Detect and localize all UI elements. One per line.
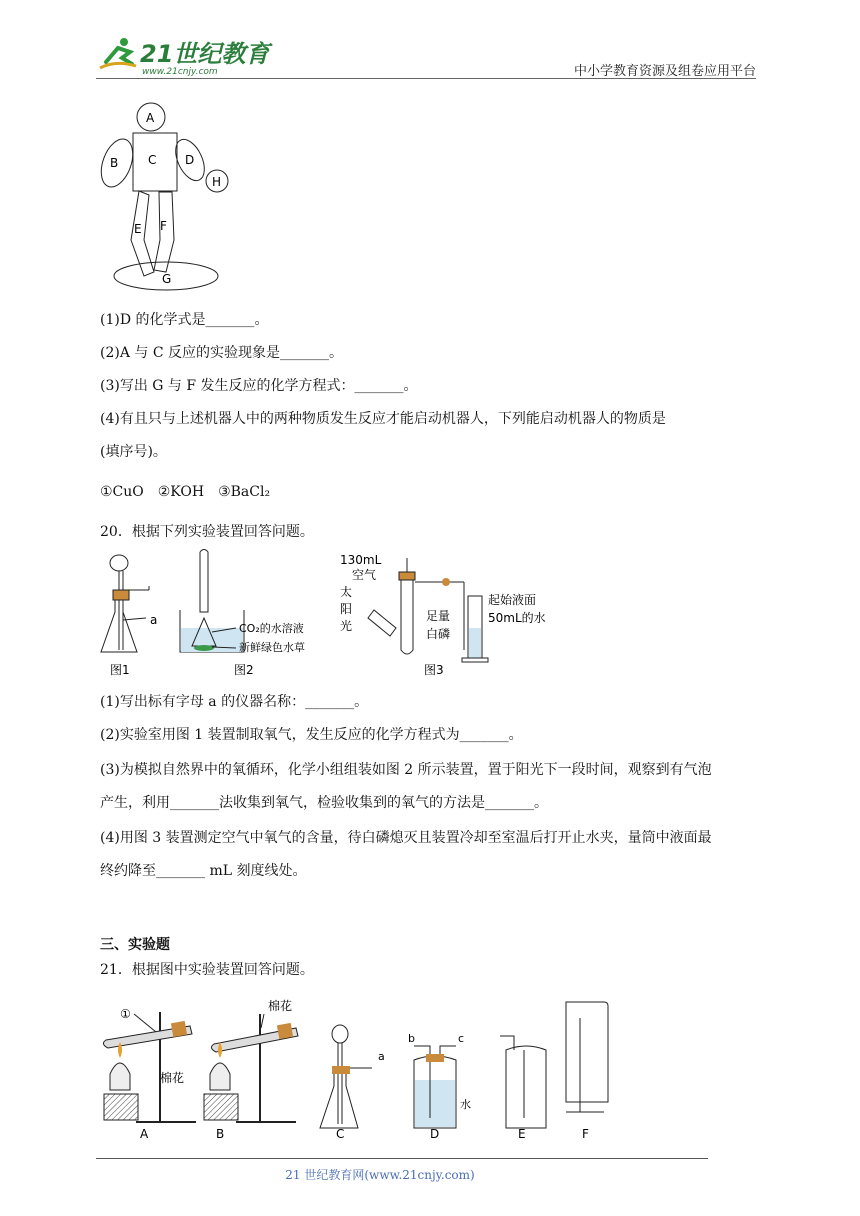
q20-part1: (1)写出标有字母 a 的仪器名称：_______。 <box>100 694 369 710</box>
logo-text: 21世纪教育 <box>140 40 270 68</box>
q19-part4-line2: (填序号)。 <box>100 444 167 460</box>
label-D-app: D <box>430 1127 440 1141</box>
fig1-caption: 图1 <box>110 663 130 677</box>
fig3-phosphorus-1: 足量 <box>426 609 451 623</box>
label-d-water: 水 <box>460 1098 471 1111</box>
fig3-water-volume: 50mL的水 <box>488 611 546 625</box>
q20-stem: 20．根据下列实验装置回答问题。 <box>100 524 314 540</box>
apparatus-C <box>320 1025 385 1141</box>
q20-part2: (2)实验室用图 1 装置制取氧气，发生反应的化学方程式为_______。 <box>100 727 523 743</box>
fig2-label-plant: 新鲜绿色水草 <box>239 641 305 654</box>
label-C-app: C <box>336 1127 345 1141</box>
label-circle-1: ① <box>120 1007 131 1021</box>
fig2-label-co2: CO₂的水溶液 <box>239 622 304 635</box>
footer-link[interactable]: 21 世纪教育网(www.21cnjy.com) <box>285 1168 475 1182</box>
q20-part4-line2: 终约降至_______ mL 刻度线处。 <box>100 863 307 879</box>
section-title: 三、实验题 <box>100 937 170 953</box>
label-H: H <box>212 175 222 189</box>
fig3-sun-2: 阳 <box>340 602 353 616</box>
fig3-start-level: 起始液面 <box>488 593 537 607</box>
apparatus-A <box>103 1007 196 1141</box>
fig3-sun-1: 太 <box>340 585 353 599</box>
q20-part3-line2: 产生，利用_______法收集到氧气，检验收集到的氧气的方法是_______。 <box>100 795 548 811</box>
label-A: A <box>146 111 155 125</box>
label-C: C <box>148 153 157 167</box>
fig3-sun-3: 光 <box>340 619 353 633</box>
fig1-label-a: a <box>150 613 158 627</box>
header-platform-text: 中小学教育资源及组卷应用平台 <box>573 64 756 79</box>
label-A-app: A <box>140 1127 149 1141</box>
logo-url: www.21cnjy.com <box>142 67 218 77</box>
label-D: D <box>185 153 195 167</box>
label-F-app: F <box>582 1127 589 1141</box>
label-F: F <box>160 219 167 233</box>
apparatus-E <box>500 1036 546 1141</box>
q19-part3: (3)写出 G 与 F 发生反应的化学方程式：_______。 <box>100 378 418 394</box>
site-logo <box>96 34 270 80</box>
label-E-app: E <box>518 1127 526 1141</box>
apparatus-B <box>204 998 298 1141</box>
q20-part4-line1: (4)用图 3 装置测定空气中氧气的含量，待白磷熄灭且装置冷却至室温后打开止水夹，量筒中液面最 <box>100 830 712 846</box>
robot-diagram <box>96 100 236 299</box>
q20-part3-line1: (3)为模拟自然界中的氧循环，化学小组组装如图 2 所示装置，置于阳光下一段时间，观察到有气泡 <box>100 762 712 778</box>
footer-divider <box>96 1158 708 1159</box>
cotton-label-b: 棉花 <box>268 999 293 1013</box>
q21-stem: 21．根据图中实验装置回答问题。 <box>100 962 314 978</box>
label-B: B <box>110 156 119 170</box>
label-B-app: B <box>216 1127 225 1141</box>
q20-figures <box>96 550 566 689</box>
runner-logo-icon <box>100 38 136 68</box>
label-d-b: b <box>408 1032 415 1045</box>
q19-part4-line1: (4)有且只与上述机器人中的两种物质发生反应才能启动机器人，下列能启动机器人的物质是 <box>100 411 666 427</box>
label-E: E <box>134 222 142 236</box>
fig3-caption: 图3 <box>424 663 444 677</box>
q19-part1: (1)D 的化学式是_______。 <box>100 312 269 328</box>
label-G: G <box>162 272 172 286</box>
fig2-caption: 图2 <box>234 663 254 677</box>
fig2-apparatus <box>180 550 305 678</box>
q21-figures <box>96 994 626 1148</box>
fig3-air-volume: 130mL <box>340 553 382 567</box>
label-d-c: c <box>458 1032 465 1045</box>
q19-part2: (2)A 与 C 反应的实验现象是_______。 <box>100 345 344 361</box>
apparatus-F <box>566 1002 608 1141</box>
fig3-air-label: 空气 <box>352 568 377 582</box>
q19-options: ①CuO ②KOH ③BaCl₂ <box>100 484 271 500</box>
fig1-apparatus <box>101 555 157 677</box>
fig3-apparatus <box>340 553 546 677</box>
apparatus-D <box>408 1032 471 1141</box>
cotton-label-a: 棉花 <box>160 1071 185 1085</box>
header-divider <box>96 78 756 79</box>
label-c-a: a <box>378 1050 385 1063</box>
fig3-phosphorus-2: 白磷 <box>426 627 451 641</box>
